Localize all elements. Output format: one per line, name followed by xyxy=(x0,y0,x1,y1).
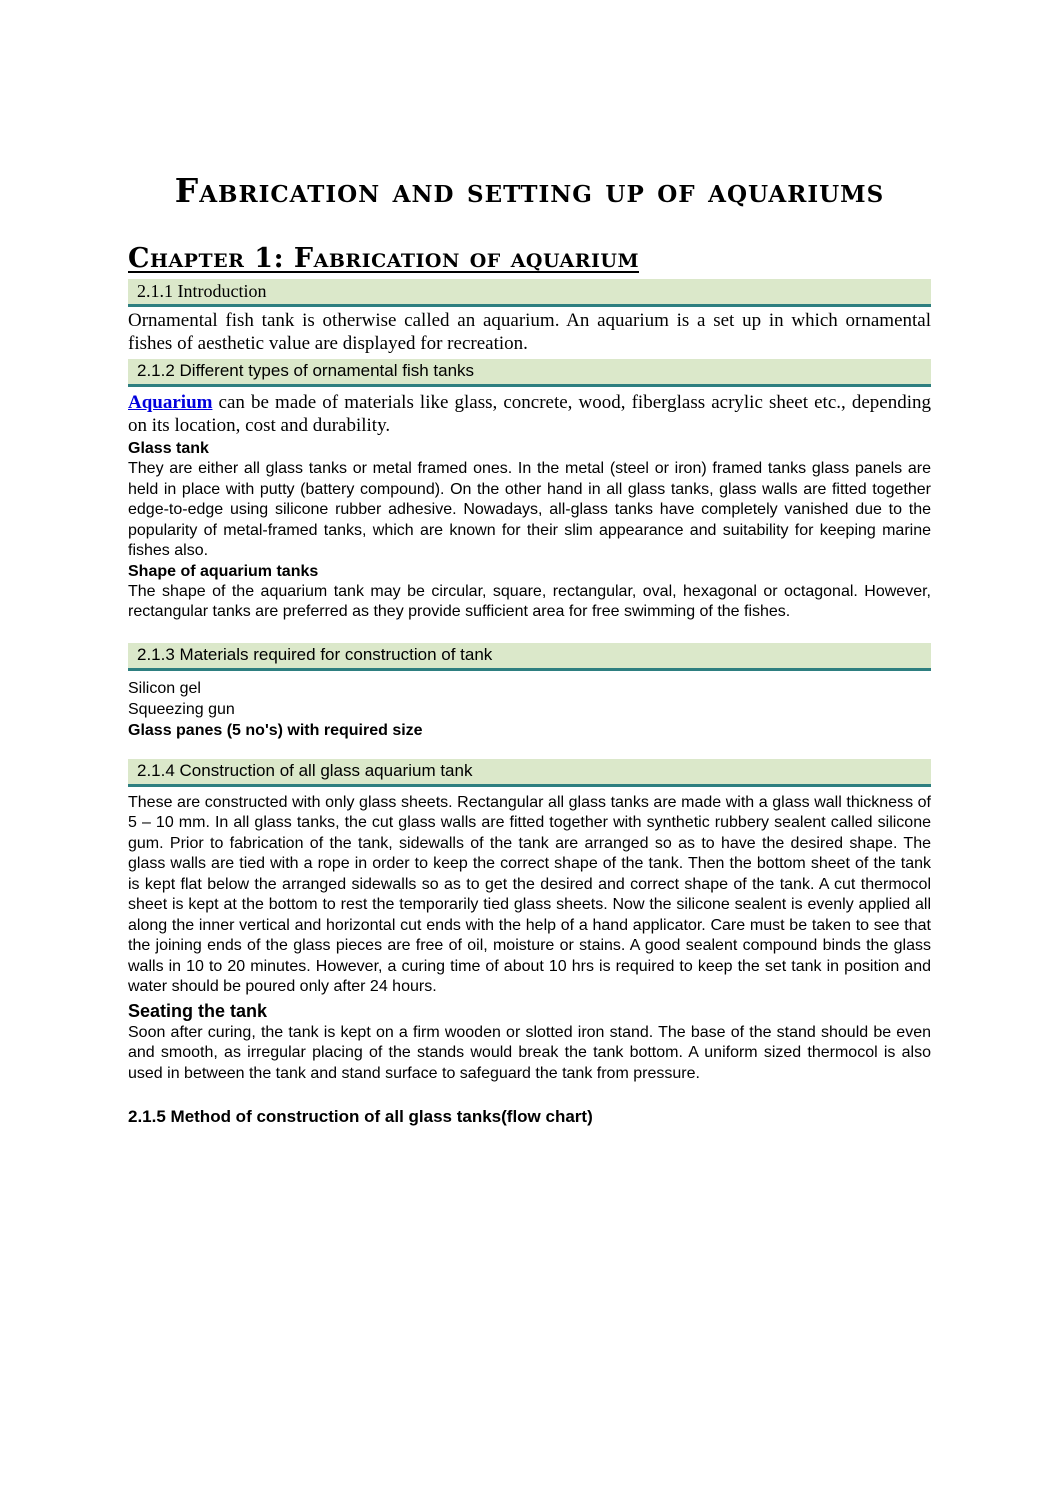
seating-subheading: Seating the tank xyxy=(128,1000,268,1021)
glass-tank-paragraph: They are either all glass tanks or metal framed ones. In the metal (steel or iron) framed tanks glass panels are held in place with putty (battery compound). On the other hand in all glass tanks, glass walls are fitted together edge-to-edge using silicone rubber adhesive. Nowadays, all-glass tanks have completely vanished due to the popularity of metal-framed tanks, which are known for their slim appearance and suitability for keeping marine fishes also. xyxy=(128,460,931,559)
intro-paragraph: Ornamental fish tank is otherwise called an aquarium. An aquarium is a set up in which ornamental fishes of aesthetic value are displayed for recreation. xyxy=(128,310,931,354)
page-title: Fabrication and setting up of aquariums xyxy=(174,171,885,210)
materials-list xyxy=(128,679,931,741)
materials-item-glass-panes: Glass panes (5 no's) with required size xyxy=(128,721,423,739)
materials-item-squeezing-gun: Squeezing gun xyxy=(128,700,235,718)
section-header-2-1-3: 2.1.3 Materials required for construction of tank xyxy=(128,643,931,671)
section-header-2-1-2: 2.1.2 Different types of ornamental fish tanks xyxy=(128,359,931,387)
method-subheading-2-1-5: 2.1.5 Method of construction of all glass tanks(flow chart) xyxy=(128,1107,593,1126)
seating-paragraph: Soon after curing, the tank is kept on a firm wooden or slotted iron stand. The base of the stand should be even and smooth, as irregular placing of the stands would break the tank bottom. A uniform sized thermocol is also used in between the tank and stand surface to safeguard the tank from pressure. xyxy=(128,1023,931,1082)
construction-paragraph: These are constructed with only glass sheets. Rectangular all glass tanks are made with a glass wall thickness of 5 – 10 mm. In all glass tanks, the cut glass walls are fitted together with synthetic rubbery sealent called silicone gum. Prior to fabrication of the tank, sidewalls of the tank are arranged so as to have the desired shape. The glass walls are tied with a rope in order to keep the correct shape of the tank. Then the bottom sheet of the tank is kept flat below the arranged sidewalls so as to get the desired and correct shape of the tank. A cut thermocol sheet is kept at the bottom to rest the temporarily tied glass sheets. Now the silicone sealent is evenly applied all along the inner vertical and horizontal cut ends with the help of a hand applicator. Care must be taken to see that the joining ends of the glass pieces are free of oil, moisture or stains. A good sealent compound binds the glass walls in 10 to 20 minutes. However, a curing time of about 10 hrs is required to keep the set tank in position and water should be poured only after 24 hours. xyxy=(128,793,931,995)
materials-item-silicon-gel: Silicon gel xyxy=(128,679,201,697)
types-intro-paragraph xyxy=(128,391,931,437)
shape-subheading: Shape of aquarium tanks xyxy=(128,562,319,580)
shape-paragraph: The shape of the aquarium tank may be circular, square, rectangular, oval, hexagonal or octagonal. However, rectangular tanks are preferred as they provide sufficient area for free swimming of the fishes. xyxy=(128,582,931,620)
chapter-heading: Chapter 1: Fabrication of aquarium xyxy=(128,243,639,274)
document-content xyxy=(128,0,931,1127)
section-header-2-1-4: 2.1.4 Construction of all glass aquarium tank xyxy=(128,759,931,787)
glass-tank-subheading: Glass tank xyxy=(128,440,209,457)
types-intro-text: can be made of materials like glass, concrete, wood, fiberglass acrylic sheet etc., depending on its location, cost and durability. xyxy=(128,392,931,436)
section-header-2-1-1: 2.1.1 Introduction xyxy=(128,279,931,307)
aquarium-link[interactable]: Aquarium xyxy=(128,392,213,413)
